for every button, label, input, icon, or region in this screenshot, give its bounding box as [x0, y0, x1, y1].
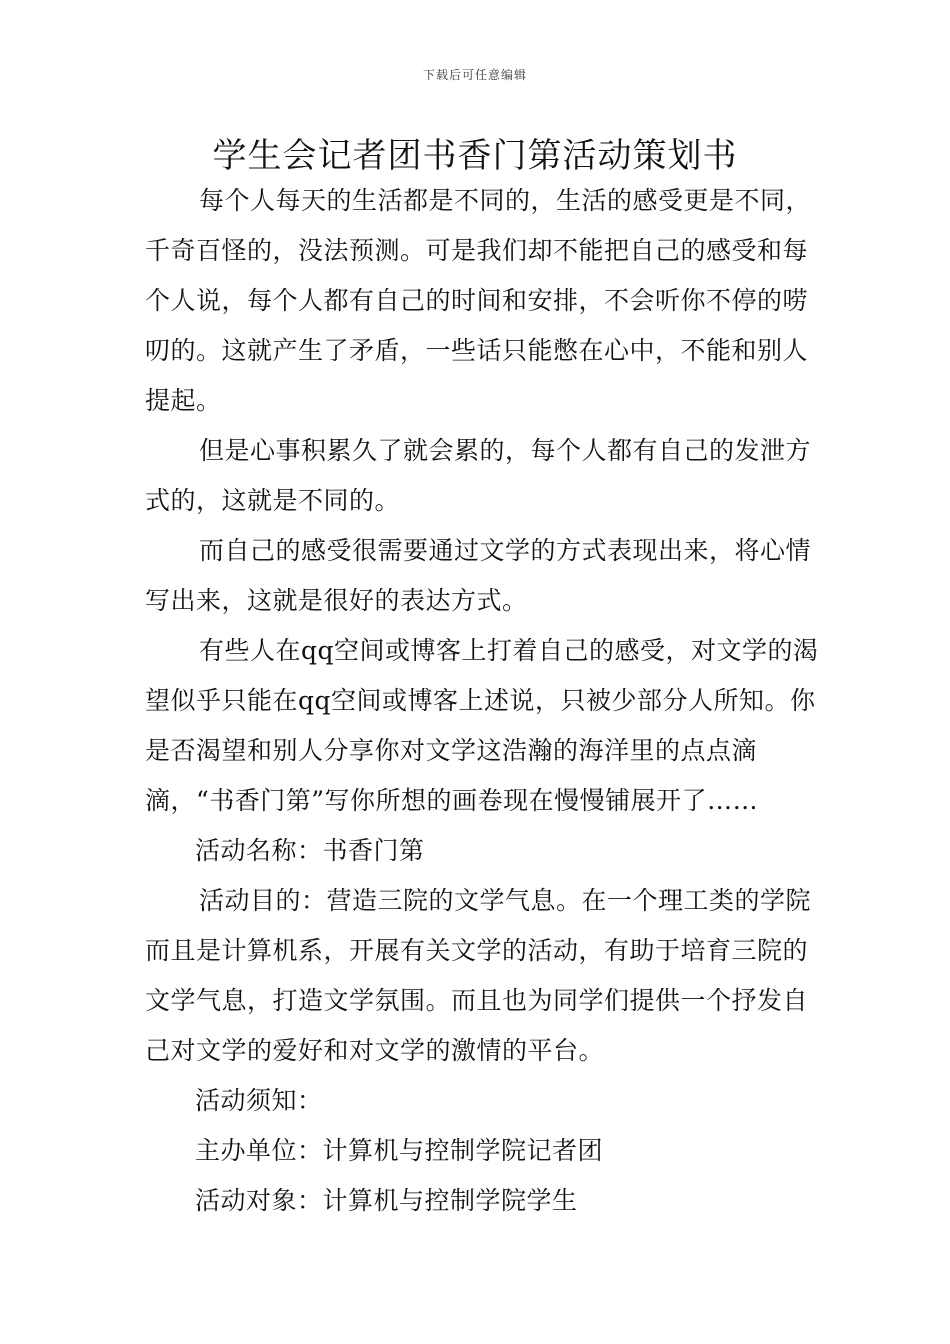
document-body [145, 176, 825, 1226]
paragraph-feelings: 但是心事积累久了就会累的，每个人都有自己的发泄方式的，这就是不同的。 [145, 436, 812, 515]
paragraph-literature: 而自己的感受很需要通过文学的方式表现出来，将心情写出来，这就是很好的表达方式。 [145, 536, 812, 615]
paragraph-qq-blog: 有些人在qq空间或博客上打着自己的感受，对文学的渴望似乎只能在qq空间或博客上述说，只被少部分人所知。你是否渴望和别人分享你对文学这浩瀚的海洋里的点点滴滴，“书香门第”写你所想的画卷现在慢慢铺展开了…… [145, 636, 819, 815]
paragraph-intro: 每个人每天的生活都是不同的，生活的感受更是不同，千奇百怪的，没法预测。可是我们却不能把自己的感受和每个人说，每个人都有自己的时间和安排，不会听你不停的唠叨的。这就产生了矛盾，一些话只能憋在心中，不能和别人提起。 [145, 186, 812, 415]
paragraph-activity-notice: 活动须知： [195, 1086, 323, 1115]
paragraph-audience: 活动对象：计算机与控制学院学生 [195, 1186, 578, 1215]
page-header-note: 下载后可任意编辑 [422, 68, 527, 82]
document-title: 学生会记者团书香门第活动策划书 [212, 136, 738, 176]
paragraph-organizer: 主办单位：计算机与控制学院记者团 [195, 1136, 604, 1165]
paragraph-activity-name: 活动名称：书香门第 [195, 836, 425, 865]
paragraph-activity-purpose: 活动目的：营造三院的文学气息。在一个理工类的学院而且是计算机系，开展有关文学的活动，有助于培育三院的文学气息，打造文学氛围。而且也为同学们提供一个抒发自己对文学的爱好和对文学的激情的平台。 [145, 886, 812, 1065]
